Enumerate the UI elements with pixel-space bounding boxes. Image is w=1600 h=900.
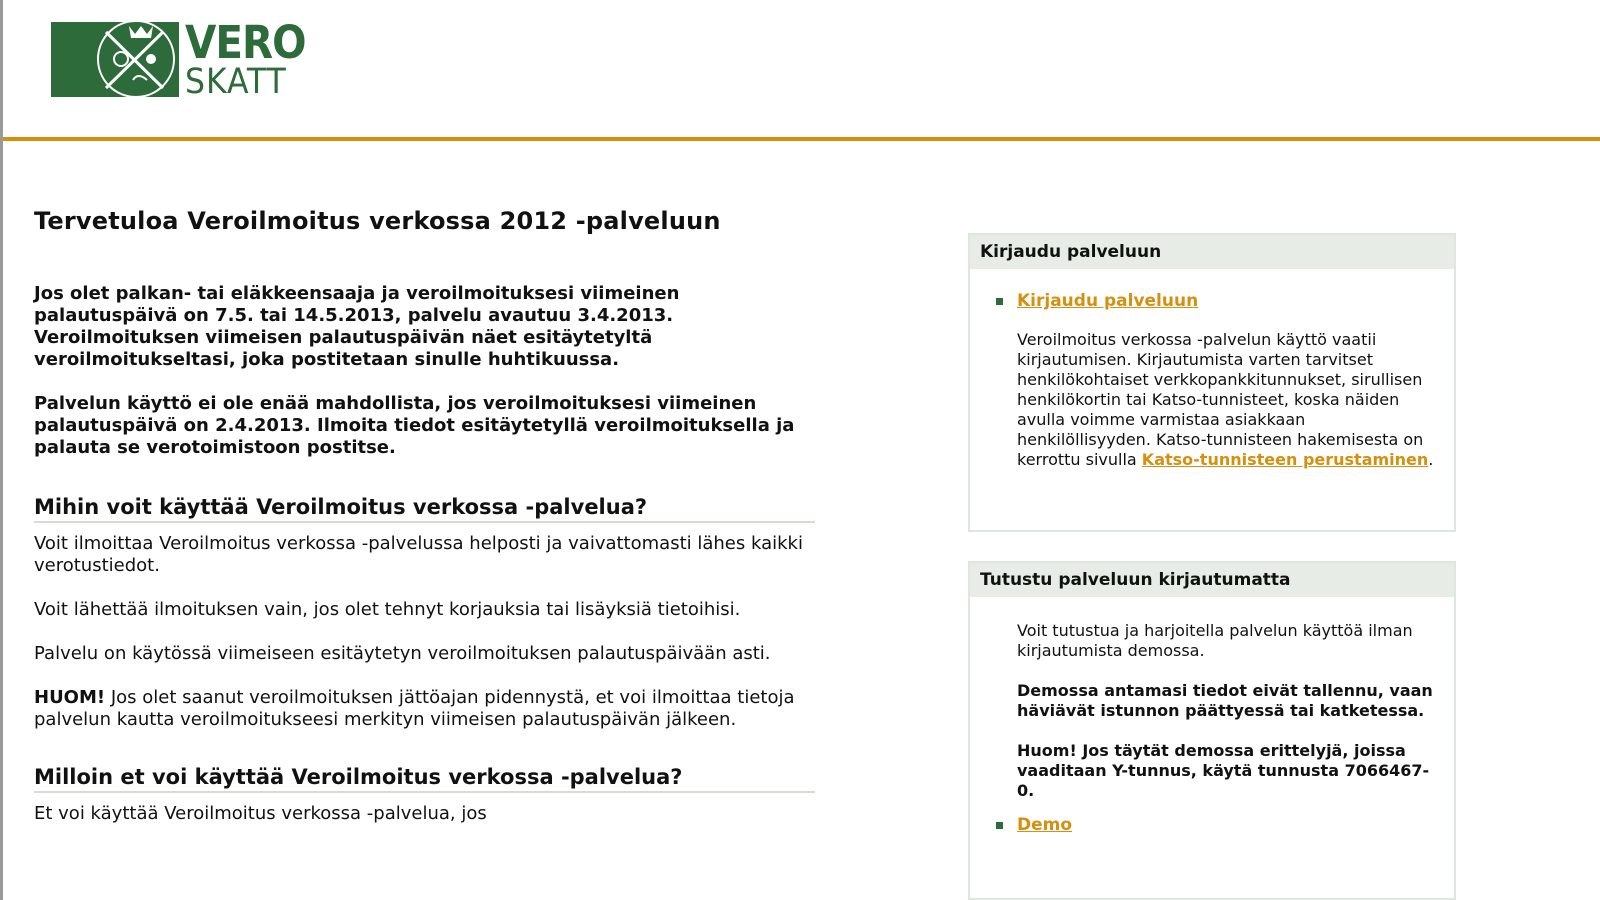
coat-of-arms-icon [51, 22, 179, 97]
demo-box [968, 561, 1456, 900]
main-content [34, 207, 814, 825]
usage-note-paragraph [34, 687, 814, 731]
section-heading-restrictions: Milloin et voi käyttää Veroilmoitus verkossa -palvelua? [34, 765, 815, 793]
restrictions-paragraph: Et voi käyttää Veroilmoitus verkossa -palvelua, jos [34, 803, 487, 824]
login-link[interactable]: Kirjaudu palveluun [1017, 291, 1436, 311]
logo-vero-text: VERO [185, 16, 306, 69]
intro-paragraph: Palvelun käyttö ei ole enää mahdollista, jos veroilmoituksesi viimeinen palautuspäivä on 2.4.2013. Ilmoita tiedot esitäytetyllä veroilmoituksella ja palauta se verotoimistoon postitse. [34, 393, 795, 458]
logo-wordmark [185, 16, 306, 102]
login-description [1017, 330, 1436, 470]
demo-business-id-note: Huom! Jos täytät demossa erittelyjä, joissa vaaditaan Y-tunnus, käytä tunnusta 7066467-0. [1017, 741, 1430, 800]
demo-box-header: Tutustu palveluun kirjautumatta [970, 563, 1454, 597]
login-box-header: Kirjaudu palveluun [970, 235, 1454, 269]
login-description-text: Veroilmoitus verkossa -palvelun käyttö vaatii kirjautumisen. Kirjautumista varten tarvitset henkilökohtaiset verkkopankkitunnukset, sirullisen henkilökortin tai Katso-tunnisteet, koska näiden avulla voimme varmistaa asiakkaan henkilöllisyyden. Katso-tunnisteen hakemisesta on kerrottu sivulla [1017, 330, 1424, 469]
katso-link[interactable]: Katso-tunnisteen perustaminen [1141, 450, 1429, 469]
page-title: Tervetuloa Veroilmoitus verkossa 2012 -palveluun [34, 207, 721, 235]
logo-skatt-text: SKATT [185, 62, 287, 102]
login-box [968, 233, 1456, 532]
demo-warning: Demossa antamasi tiedot eivät tallennu, vaan häviävät istunnon päättyessä tai katketessa. [1017, 681, 1433, 720]
section-heading-usage: Mihin voit käyttää Veroilmoitus verkossa -palvelua? [34, 495, 815, 523]
header-divider [3, 137, 1600, 141]
intro-paragraph: Jos olet palkan- tai eläkkeensaaja ja veroilmoituksesi viimeinen palautuspäivä on 7.5. tai 14.5.2013, palvelu avautuu 3.4.2013. Veroilmoituksen viimeisen palautuspäivän näet esitäytetyltä veroilmoitukseltasi, joka postitetaan sinulle huhtikuussa. [34, 283, 680, 370]
usage-paragraph: Palvelu on käytössä viimeiseen esitäytetyn veroilmoituksen palautuspäivään asti. [34, 643, 771, 664]
login-description-end: . [1428, 450, 1434, 469]
usage-paragraph: Voit lähettää ilmoituksen vain, jos olet tehnyt korjauksia tai lisäyksiä tietoihisi. [34, 599, 741, 620]
demo-intro: Voit tutustua ja harjoitella palvelun käyttöä ilman kirjautumista demossa. [1017, 621, 1413, 660]
demo-link[interactable]: Demo [1017, 815, 1436, 835]
vero-skatt-logo[interactable] [51, 16, 306, 102]
window-left-edge [0, 0, 3, 900]
note-text: Jos olet saanut veroilmoituksen jättöajan pidennystä, et voi ilmoittaa tietoja palvelun kautta veroilmoitukseesi merkityn viimeisen palautuspäivän jälkeen. [34, 687, 795, 730]
note-label: HUOM! [34, 687, 106, 708]
usage-paragraph: Voit ilmoittaa Veroilmoitus verkossa -palvelussa helposti ja vaivattomasti lähes kaikki verotustiedot. [34, 533, 803, 576]
